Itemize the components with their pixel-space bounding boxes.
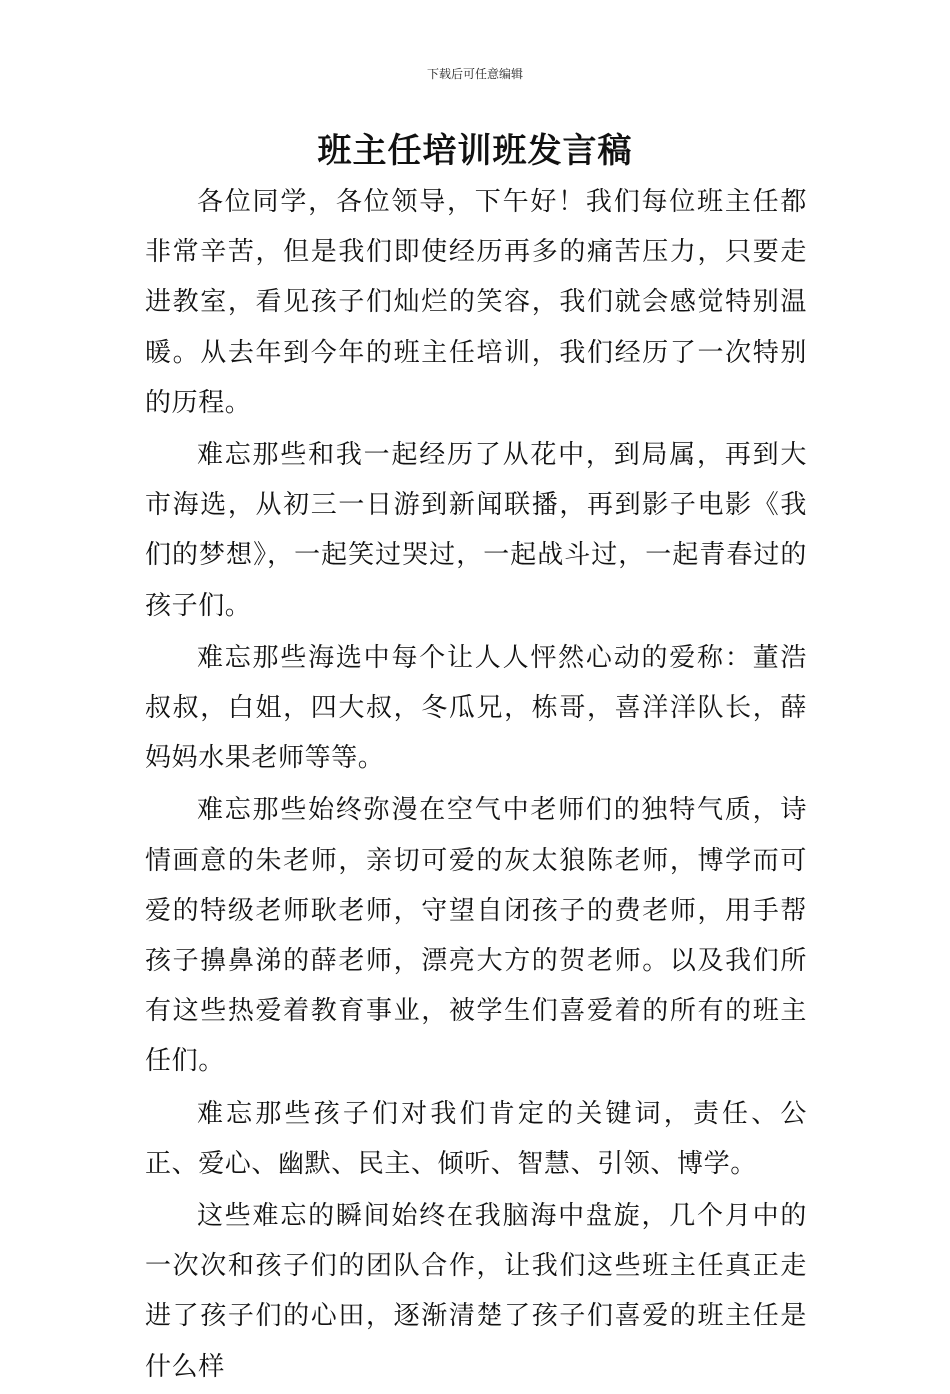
paragraph-3: 难忘那些海选中每个让人人怦然心动的爱称：董浩叔叔，白姐，四大叔，冬瓜兄，栋哥，喜洋洋队长，薛妈妈水果老师等等。 <box>145 642 807 774</box>
header-note: 下载后可任意编辑 <box>426 67 523 81</box>
paragraph-2: 难忘那些和我一起经历了从花中，到局属，再到大市海选，从初三一日游到新闻联播，再到影子电影《我们的梦想》，一起笑过哭过，一起战斗过，一起青春过的孩子们。 <box>145 440 807 621</box>
paragraph-1: 各位同学，各位领导，下午好！我们每位班主任都非常辛苦，但是我们即使经历再多的痛苦压力，只要走进教室，看见孩子们灿烂的笑容，我们就会感觉特别温暖。从去年到今年的班主任培训，我们经历了一次特别的历程。 <box>145 187 807 418</box>
document-body <box>145 177 807 1394</box>
paragraph-4: 难忘那些始终弥漫在空气中老师们的独特气质，诗情画意的朱老师，亲切可爱的灰太狼陈老师，博学而可爱的特级老师耿老师，守望自闭孩子的费老师，用手帮孩子擤鼻涕的薛老师，漂亮大方的贺老师。以及我们所有这些热爱着教育事业，被学生们喜爱着的所有的班主任们。 <box>145 795 807 1077</box>
document-title: 班主任培训班发言稿 <box>317 131 633 171</box>
paragraph-6: 这些难忘的瞬间始终在我脑海中盘旋，几个月中的一次次和孩子们的团队合作，让我们这些班主任真正走进了孩子们的心田，逐渐清楚了孩子们喜爱的班主任是什么样 <box>145 1201 807 1382</box>
paragraph-5: 难忘那些孩子们对我们肯定的关键词，责任、公正、爱心、幽默、民主、倾听、智慧、引领、博学。 <box>145 1098 807 1179</box>
